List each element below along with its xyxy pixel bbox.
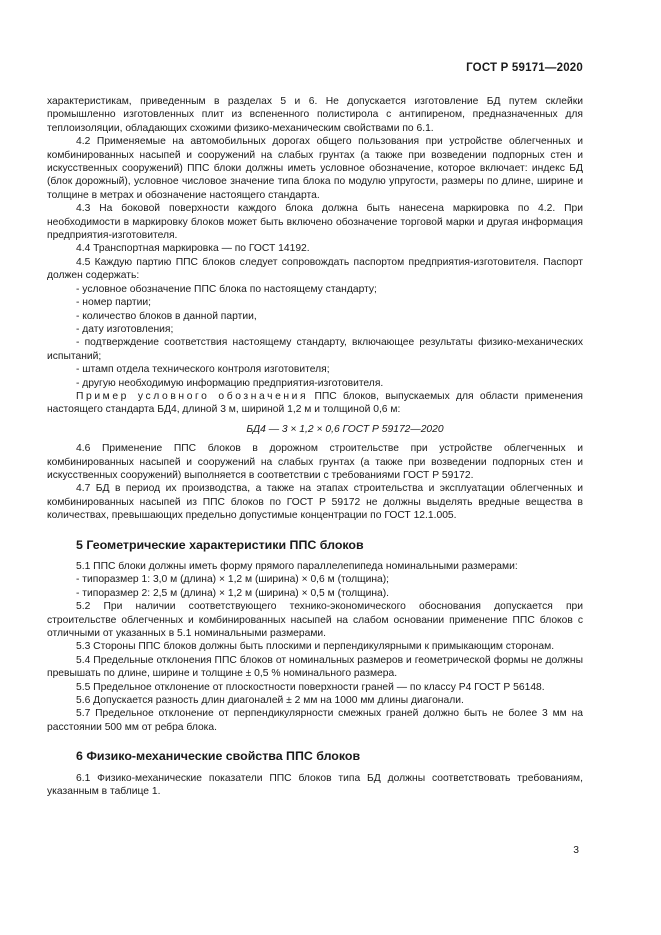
list-item: - типоразмер 1: 3,0 м (длина) × 1,2 м (ширина) × 0,6 м (толщина); xyxy=(76,574,390,586)
paragraph-5-1: 5.1 ППС блоки должны иметь форму прямого параллелепипеда номинальными размерами: xyxy=(76,561,518,572)
list-item: - штамп отдела технического контроля изготовителя; xyxy=(76,364,330,376)
paragraph-4-7: 4.7 БД в период их производства, а также на этапах строительства и эксплуатации облегченных и комбинированных насыпей из ППС блоков по ГОСТ Р 59172 не должны выделять вредные вещества в количествах, превышающих предельно допустимые концентрации по ГОСТ 12.1.005. xyxy=(47,483,583,522)
paragraph-6-1: 6.1 Физико-механические показатели ППС блоков типа БД должны соответствовать требованиям, указанным в таблице 1. xyxy=(47,772,583,798)
example-text: ППС блоков, выпускаемых для области применения настоящего стандарта БД4, длиной 3 м, шириной 1,2 м и толщиной 0,6 м: xyxy=(47,390,583,416)
list-item: - количество блоков в данной партии, xyxy=(76,310,257,322)
section-6-heading: 6 Физико-механические свойства ППС блоков xyxy=(76,749,361,764)
paragraph-continuation: характеристикам, приведенным в разделах 5 и 6. Не допускается изготовление БД путем склейки промышленно изготовленных плит из вспененного полистирола с антипиреном, предназначенных для теплоизоляции, обладающих схожими физико-механическим свойствами по 6.1. xyxy=(47,96,583,134)
paragraph-4-2: 4.2 Применяемые на автомобильных дорогах общего пользования при устройстве облегченных и комбинированных насыпей и сооружений на слабых грунтах (а также при возведении подпорных стен и искусственных сооружений) ППС блоки должны иметь условное обозначение, которое включает: индекс БД (блок дорожный), условное числовое значение типа блока по модулю упругости, размеры по длине, ширине и толщине в метрах и обозначение настоящего стандарта. xyxy=(47,136,583,201)
designation-formula: БД4 — 3 × 1,2 × 0,6 ГОСТ Р 59172—2020 xyxy=(246,423,444,435)
paragraph-4-3: 4.3 На боковой поверхности каждого блока должна быть нанесена маркировка по 4.2. При необходимости в маркировку блоков может быть включено обозначение торговой марки и другая информация предприятия-изготовителя. xyxy=(47,203,583,242)
paragraph-4-4: 4.4 Транспортная маркировка — по ГОСТ 14192. xyxy=(76,243,310,255)
section-5-heading: 5 Геометрические характеристики ППС блоков xyxy=(76,537,364,552)
example-label: Пример условного обозначения xyxy=(76,390,309,402)
paragraph-5-4: 5.4 Предельные отклонения ППС блоков от номинальных размеров и геометрической формы не должны превышать по длине, ширине и толщине ± 0,5 % номинального размера. xyxy=(47,654,583,680)
paragraph-5-5: 5.5 Предельное отклонение от плоскостности поверхности граней — по классу Р4 ГОСТ Р 56148. xyxy=(76,681,545,693)
paragraph-5-2: 5.2 При наличии соответствующего технико-экономического обоснования допускается при строительстве облегченных и комбинированных насыпей на слабом основании применение ППС блоков с отличными от указанных в 5.1 номинальными размерами. xyxy=(47,601,583,640)
document-code-header: ГОСТ Р 59171—2020 xyxy=(466,62,583,74)
example-paragraph xyxy=(47,390,583,417)
list-item: - дату изготовления; xyxy=(76,323,174,335)
list-item: - другую необходимую информацию предприятия-изготовителя. xyxy=(76,377,384,389)
paragraph-5-7: 5.7 Предельное отклонение от перпендикулярности смежных граней должно быть не более 3 мм на расстоянии 500 мм от ребра блока. xyxy=(47,708,583,733)
list-item: - подтверждение соответствия настоящему стандарту, включающее результаты физико-механических испытаний; xyxy=(47,337,583,362)
list-item: - номер партии; xyxy=(76,297,151,309)
paragraph-5-6: 5.6 Допускается разность длин диагоналей ± 2 мм на 1000 мм длины диагонали. xyxy=(76,695,464,707)
list-item: - условное обозначение ППС блока по настоящему стандарту; xyxy=(76,283,377,295)
paragraph-4-5: 4.5 Каждую партию ППС блоков следует сопровождать паспортом предприятия-изготовителя. Паспорт должен содержать: xyxy=(47,256,583,282)
page-body xyxy=(47,95,583,799)
paragraph-5-3: 5.3 Стороны ППС блоков должны быть плоскими и перпендикулярными к примыкающим сторонам. xyxy=(76,641,555,653)
list-item: - типоразмер 2: 2,5 м (длина) × 1,2 м (ширина) × 0,5 м (толщина). xyxy=(76,587,390,599)
paragraph-4-6: 4.6 Применение ППС блоков в дорожном строительстве при устройстве облегченных и комбинированных насыпей и сооружений на слабых грунтах (а также при возведении подпорных стен и искусственных сооружений) выполняется в соответствии с требованиями ГОСТ Р 59172. xyxy=(47,443,583,481)
page-number: 3 xyxy=(573,845,579,856)
